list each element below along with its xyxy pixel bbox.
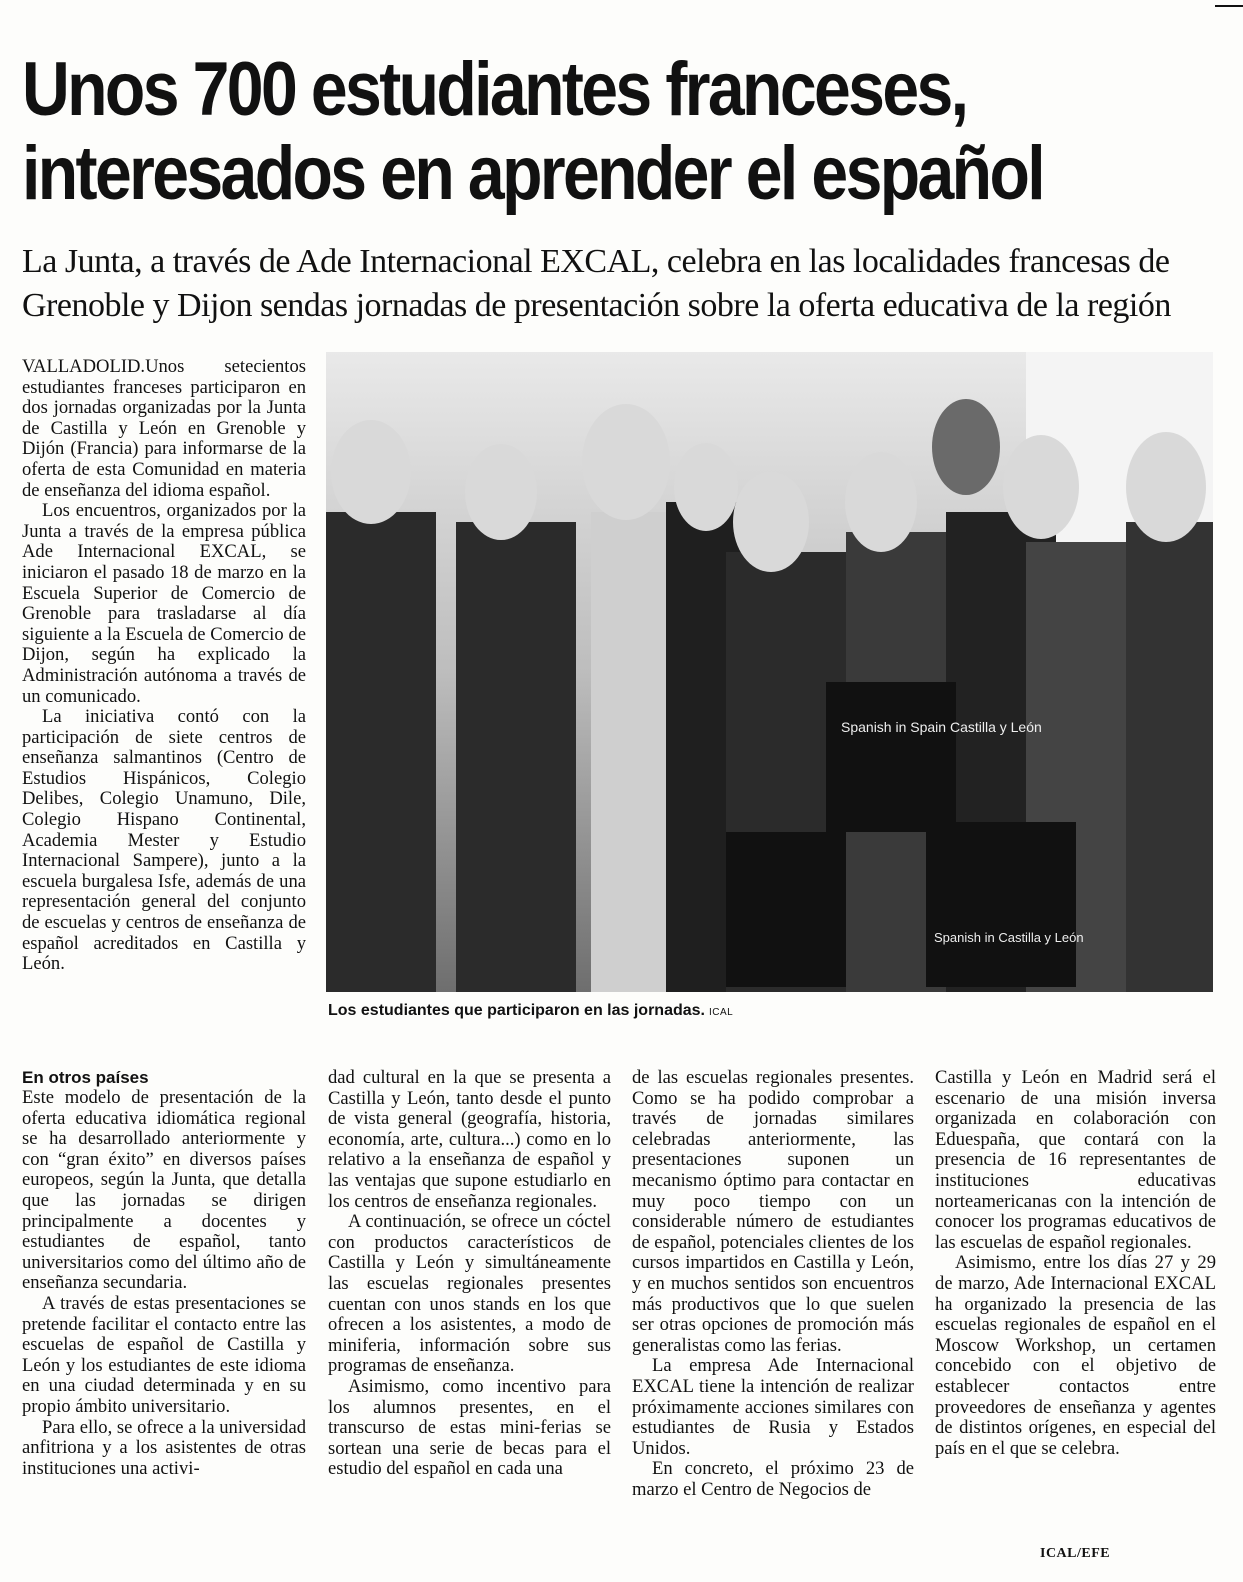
intro-paragraph: VALLADOLID.Unos setecientos estudiantes franceses participaron en dos jornadas organizadas por la Junta de Castilla y León en Grenoble y Dijón (Francia) para informarse de la oferta de esta Comunidad en materia de enseñanza del idioma español. <box>22 356 306 501</box>
body-paragraph: A través de estas presentaciones se pretende facilitar el contacto entre las escuelas de español de Castilla y León y los estudiantes de este idioma en una ciudad determinada y en su propio ámbito universitario. <box>22 1292 306 1417</box>
body-paragraph: Castilla y León en Madrid será el escenario de una misión inversa organizada en colaboración con Eduespaña, que contará con la presencia de 16 representantes de instituciones educativas norteamericanas con la intención de conocer los programas educativos de las escuelas de español regionales. <box>935 1067 1216 1253</box>
intro-paragraph: Los encuentros, organizados por la Junta a través de la empresa pública Ade Internacional EXCAL, se iniciaron el pasado 18 de marzo en la Escuela Superior de Comercio de Grenoble para trasladarse al día siguiente a la Escuela de Comercio de Dijon, según ha explicado la Administración autónoma a través de un comunicado. <box>22 500 306 707</box>
body-paragraph: Este modelo de presentación de la oferta educativa idiomática regional se ha desarrollado anteriormente y con “gran éxito” en diversos países europeos, según la Junta, que detalla que las jornadas se dirigen principalmente a docentes y estudiantes de español, tanto universitarios como del último año de enseñanza secundaria. <box>22 1087 306 1294</box>
intro-column <box>22 357 306 975</box>
photo-credit: ICAL <box>708 1007 734 1018</box>
section-title: En otros países <box>22 1068 149 1087</box>
intro-paragraph: La iniciativa contó con la participación de siete centros de enseñanza salmantinos (Centro de Estudios Hispánicos, Colegio Delibes, Colegio Unamuno, Dile, Colegio Hispano Continental, Academia Mester y Estudio Internacional Sampere), junto a la escuela burgalesa Isfe, además de una representación general del conjunto de escuelas y centros de enseñanza de español acreditados en Castilla y León. <box>22 706 306 975</box>
caption-text: Los estudiantes que participaron en las jornadas. <box>328 1002 705 1019</box>
subheadline <box>22 240 1222 328</box>
students-photo-illustration <box>326 352 1213 992</box>
body-paragraph: La empresa Ade Internacional EXCAL tiene la intención de realizar próximamente acciones similares con estudiantes de Rusia y Estados Unidos. <box>632 1355 914 1459</box>
photo-caption <box>328 1001 1208 1023</box>
agency-signature: ICAL/EFE <box>1040 1546 1111 1561</box>
body-paragraph: de las escuelas regionales presentes. Como se ha podido comprobar a través de jornadas similares celebradas anteriormente, las presentaciones suponen un mecanismo óptimo para contactar en muy poco tiempo con un considerable número de estudiantes de español, potenciales clientes de los cursos impartidos en Castilla y León, y en muchos sentidos son encuentros más productivos que lo que suelen ser otras opciones de promoción más generalistas como las ferias. <box>632 1067 914 1356</box>
subheadline-line-2: Grenoble y Dijon sendas jornadas de presentación sobre la oferta educativa de la región <box>22 287 1171 324</box>
body-paragraph: Para ello, se ofrece a la universidad anfitriona y a los asistentes de otras instituciones una activi- <box>22 1416 306 1479</box>
subheadline-line-1: La Junta, a través de Ade Internacional EXCAL, celebra en las localidades francesas de <box>22 243 1170 280</box>
body-paragraph: dad cultural en la que se presenta a Castilla y León, tanto desde el punto de vista general (geografía, historia, economía, arte, cultura...) como en lo relativo a la enseñanza de español y las ventajas que supone estudiarlo en los centros de enseñanza regionales. <box>328 1067 611 1212</box>
body-column-3 <box>632 1068 914 1500</box>
body-paragraph: A continuación, se ofrece un cóctel con productos característicos de Castilla y León y simultáneamente las escuelas regionales presentes cuentan con unos stands en los que ofrecen a los asistentes, a modo de miniferia, información sobre sus programas de enseñanza. <box>328 1211 611 1377</box>
headline-line-2: interesados en aprender el español <box>22 131 1043 216</box>
body-paragraph: En concreto, el próximo 23 de marzo el Centro de Negocios de <box>632 1458 914 1500</box>
bag-text: Spanish in Castilla y León <box>934 930 1084 945</box>
body-column-4 <box>935 1068 1216 1459</box>
article-photo <box>326 352 1213 992</box>
body-column-1 <box>22 1068 306 1479</box>
body-paragraph: Asimismo, entre los días 27 y 29 de marzo, Ade Internacional EXCAL ha organizado la presencia de las escuelas regionales de español en el Moscow Workshop, un certamen concebido con el objetivo de establecer contactos entre proveedores de enseñanza y agentes de distintos orígenes, en especial del país en el que se celebra. <box>935 1252 1216 1459</box>
top-rule <box>1215 5 1243 7</box>
headline <box>22 48 1075 216</box>
body-paragraph: Asimismo, como incentivo para los alumnos presentes, en el transcurso de estas mini-ferias se sortean una serie de becas para el estudio del español en cada una <box>328 1375 611 1480</box>
bag-text: Spanish in Spain Castilla y León <box>841 719 1042 735</box>
body-column-2 <box>328 1068 611 1480</box>
headline-line-1: Unos 700 estudiantes franceses, <box>22 47 967 132</box>
